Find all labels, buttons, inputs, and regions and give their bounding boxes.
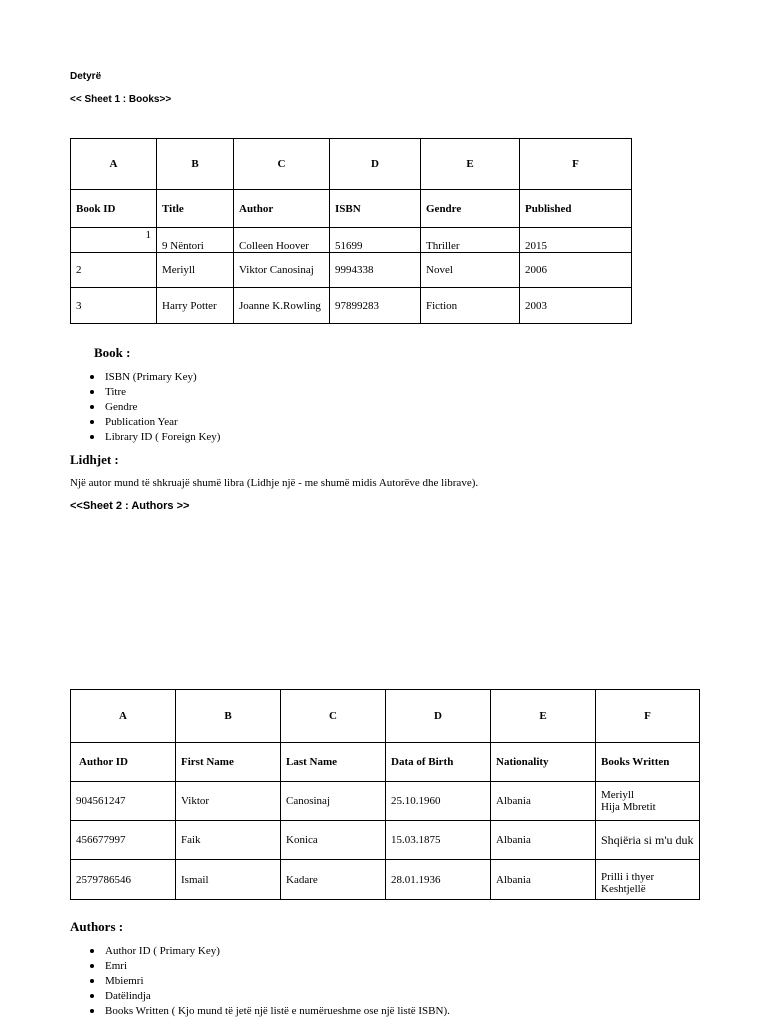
- books-table: [70, 138, 632, 324]
- table-cell: [71, 228, 157, 253]
- col-letter: E: [421, 139, 520, 190]
- bullet-icon: [90, 949, 94, 953]
- table-cell: 2: [71, 253, 157, 288]
- bullet-icon: [90, 435, 94, 439]
- table-cell: Kadare: [281, 860, 386, 900]
- book-title: Hija Mbretit: [601, 801, 656, 813]
- bullet-icon: [90, 979, 94, 983]
- table-cell: Viktor: [176, 782, 281, 821]
- table-row: [71, 288, 632, 324]
- doc-title: Detyrë: [70, 71, 102, 82]
- table-cell: 904561247: [71, 782, 176, 821]
- table-cell: Canosinaj: [281, 782, 386, 821]
- table-cell: Thriller: [421, 228, 520, 253]
- column-header: First Name: [176, 743, 281, 782]
- table-cell: Konica: [281, 821, 386, 860]
- books-letter-row: [71, 139, 632, 190]
- col-letter: E: [491, 690, 596, 743]
- book-title: Prilli i thyer: [601, 870, 655, 883]
- table-cell: 2003: [520, 288, 632, 324]
- table-cell: 28.01.1936: [386, 860, 491, 900]
- table-cell: 9994338: [330, 253, 421, 288]
- col-letter: B: [157, 139, 234, 190]
- book-title: Meriyll: [601, 789, 634, 801]
- table-cell: Ismail: [176, 860, 281, 900]
- column-header: Title: [157, 190, 234, 228]
- table-row: [71, 821, 700, 860]
- table-cell: 2579786546: [71, 860, 176, 900]
- bullet-icon: [90, 1009, 94, 1013]
- list-item: Titre: [70, 385, 220, 400]
- list-item: Library ID ( Foreign Key): [70, 430, 220, 445]
- table-cell: 9 Nëntori: [157, 228, 234, 253]
- bullet-icon: [90, 405, 94, 409]
- table-cell: Fiction: [421, 288, 520, 324]
- column-header: Gendre: [421, 190, 520, 228]
- column-header: Books Written: [596, 743, 700, 782]
- column-header: Data of Birth: [386, 743, 491, 782]
- book-title: Keshtjellë: [601, 882, 646, 895]
- column-header: Author: [234, 190, 330, 228]
- bullet-icon: [90, 964, 94, 968]
- list-item: Books Written ( Kjo mund të jetë një listë e numërueshme ose një listë ISBN).: [70, 1004, 450, 1019]
- table-cell: Joanne K.Rowling: [234, 288, 330, 324]
- col-letter: C: [281, 690, 386, 743]
- list-item: Mbiemri: [70, 974, 450, 989]
- table-cell: [596, 782, 700, 821]
- column-header: Nationality: [491, 743, 596, 782]
- column-header: ISBN: [330, 190, 421, 228]
- table-cell: Albania: [491, 860, 596, 900]
- table-cell: Viktor Canosinaj: [234, 253, 330, 288]
- list-item: Datëlindja: [70, 989, 450, 1004]
- sheet2-label: <<Sheet 2 : Authors >>: [70, 500, 190, 512]
- table-cell: Faik: [176, 821, 281, 860]
- list-item: Publication Year: [70, 415, 220, 430]
- list-item: Author ID ( Primary Key): [70, 944, 450, 959]
- table-cell: Harry Potter: [157, 288, 234, 324]
- authors-letter-row: [71, 690, 700, 743]
- list-item: Gendre: [70, 400, 220, 415]
- authors-heading: Authors :: [70, 919, 124, 934]
- bullet-icon: [90, 994, 94, 998]
- lidhjet-heading: Lidhjet :: [70, 452, 119, 467]
- table-row: [71, 782, 700, 821]
- table-cell: Meriyll: [157, 253, 234, 288]
- column-header: Book ID: [71, 190, 157, 228]
- table-cell: 51699: [330, 228, 421, 253]
- col-letter: B: [176, 690, 281, 743]
- table-cell: Shqiëria si m'u duk: [596, 821, 700, 860]
- table-cell: 3: [71, 288, 157, 324]
- col-letter: C: [234, 139, 330, 190]
- table-cell: Albania: [491, 782, 596, 821]
- authors-table: [70, 689, 700, 900]
- table-cell: 97899283: [330, 288, 421, 324]
- table-cell: 25.10.1960: [386, 782, 491, 821]
- table-cell: [596, 860, 700, 900]
- col-letter: A: [71, 690, 176, 743]
- list-item: ISBN (Primary Key): [70, 370, 220, 385]
- table-cell: Novel: [421, 253, 520, 288]
- col-letter: D: [386, 690, 491, 743]
- table-row: [71, 253, 632, 288]
- column-header: Published: [520, 190, 632, 228]
- table-row: [71, 228, 632, 253]
- book-heading: Book :: [94, 345, 131, 360]
- author-attributes-list: [70, 944, 450, 1019]
- bullet-icon: [90, 420, 94, 424]
- col-letter: A: [71, 139, 157, 190]
- list-item: Emri: [70, 959, 450, 974]
- table-cell: 2006: [520, 253, 632, 288]
- column-header: Author ID: [71, 743, 176, 782]
- table-cell: 456677997: [71, 821, 176, 860]
- bullet-icon: [90, 390, 94, 394]
- sheet1-label: << Sheet 1 : Books>>: [70, 94, 172, 105]
- table-cell: Colleen Hoover: [234, 228, 330, 253]
- table-cell: Albania: [491, 821, 596, 860]
- bullet-icon: [90, 375, 94, 379]
- lidhjet-text: Një autor mund të shkruajë shumë libra (Lidhje një - me shumë midis Autorëve dhe librave).: [70, 477, 479, 489]
- table-cell: 15.03.1875: [386, 821, 491, 860]
- table-cell: 2015: [520, 228, 632, 253]
- book-id: 1: [145, 229, 151, 241]
- col-letter: F: [520, 139, 632, 190]
- col-letter: D: [330, 139, 421, 190]
- table-row: [71, 860, 700, 900]
- authors-header-row: [71, 743, 700, 782]
- books-header-row: [71, 190, 632, 228]
- column-header: Last Name: [281, 743, 386, 782]
- book-attributes-list: [70, 370, 220, 445]
- col-letter: F: [596, 690, 700, 743]
